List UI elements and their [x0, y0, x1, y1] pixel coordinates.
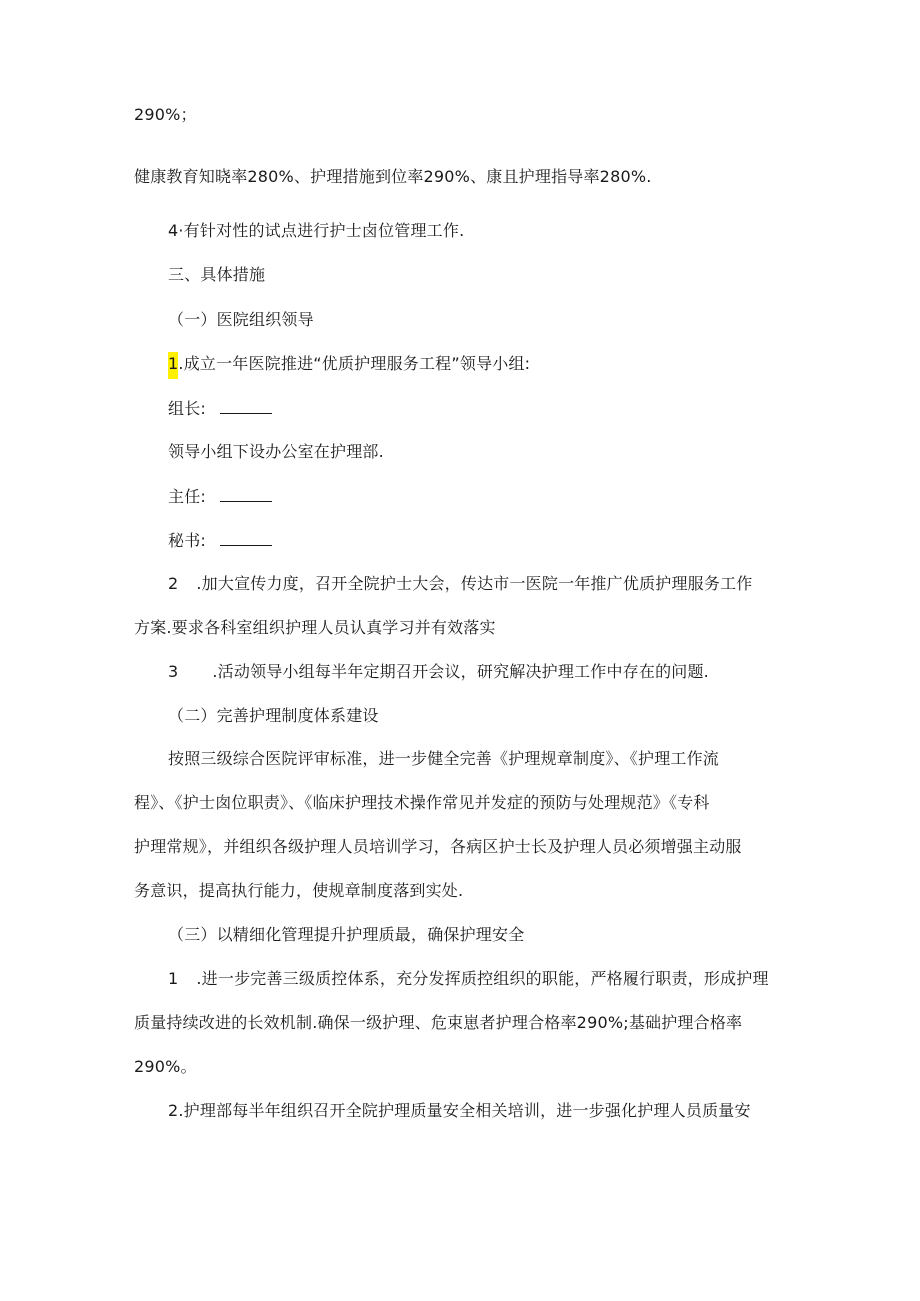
text-line: 290%。 — [134, 1057, 197, 1076]
text-line: 4·有针对性的试点进行护士卤位管理工作. — [168, 221, 465, 240]
text-line: 按照三级综合医院评审标准，进一步健全完善《护理规章制度》、《护理工作流 — [168, 749, 720, 768]
text-line: 程》、《护士囱位职责》、《临床护理技术操作常见并发症的预防与处理规范》《专科 — [134, 793, 710, 812]
item-dot: . — [178, 354, 184, 373]
text-line: 领导小组下设办公室在护理部. — [168, 442, 384, 461]
subsection-heading: （二）完善护理制度体系建设 — [168, 706, 379, 725]
subsection-heading: （一）医院组织领导 — [168, 310, 314, 329]
form-row-director — [168, 486, 272, 508]
item-number: 2 — [168, 574, 179, 593]
field-label: 组长: — [168, 399, 206, 418]
item-number: 1 — [168, 354, 179, 373]
item-text: 成立一年医院推进“优质护理服务工程”领导小组: — [183, 354, 531, 373]
form-row-secretary — [168, 530, 272, 552]
field-label: 秘书: — [168, 531, 206, 550]
numbered-item — [168, 573, 752, 595]
item-text: .进一步完善三级质控体系，充分发挥质控组织的职能，严格履行职责，形成护理 — [196, 969, 769, 988]
text-line: 2.护理部每半年组织召开全院护理质量安全相关培训，进一步强化护理人员质量安 — [168, 1101, 751, 1120]
numbered-item — [168, 968, 769, 990]
field-label: 主任: — [168, 487, 206, 506]
text-line: 健康教育知晓率280%、护理措施到位率290%、康且护理指导率280%. — [134, 167, 652, 186]
highlight-mark — [168, 352, 178, 379]
item-text: .活动领导小组每半年定期召开会议，研究解决护理工作中存在的问题. — [212, 662, 709, 681]
blank-underline — [220, 487, 272, 502]
numbered-item — [168, 353, 530, 375]
text-line: 质量持续改进的长效机制.确保一级护理、危束崽者护理合格率290%;基础护理合格率 — [134, 1013, 743, 1032]
text-line: 方案.要求各科室组织护理人员认真学习并有效落实 — [134, 618, 496, 637]
section-heading: 三、具体措施 — [168, 265, 266, 284]
blank-underline — [220, 399, 272, 414]
blank-underline — [220, 531, 272, 546]
item-text: .加大宣传力度，召开全院护士大会，传达市一医院一年推广优质护理服务工作 — [196, 574, 753, 593]
item-number: 3 — [168, 662, 179, 681]
text-line: 290%； — [134, 105, 197, 124]
numbered-item — [168, 661, 709, 683]
form-row-leader — [168, 398, 272, 420]
text-line: 护理常规》，并组织各级护理人员培训学习，各病区护士长及护理人员必须增强主动服 — [134, 837, 742, 856]
item-number: 1 — [168, 969, 179, 988]
subsection-heading: （三）以精细化管理提升护理质最，确保护理安全 — [168, 925, 525, 944]
text-line: 务意识，提高执行能力，使规章制度落到实处. — [134, 881, 464, 900]
